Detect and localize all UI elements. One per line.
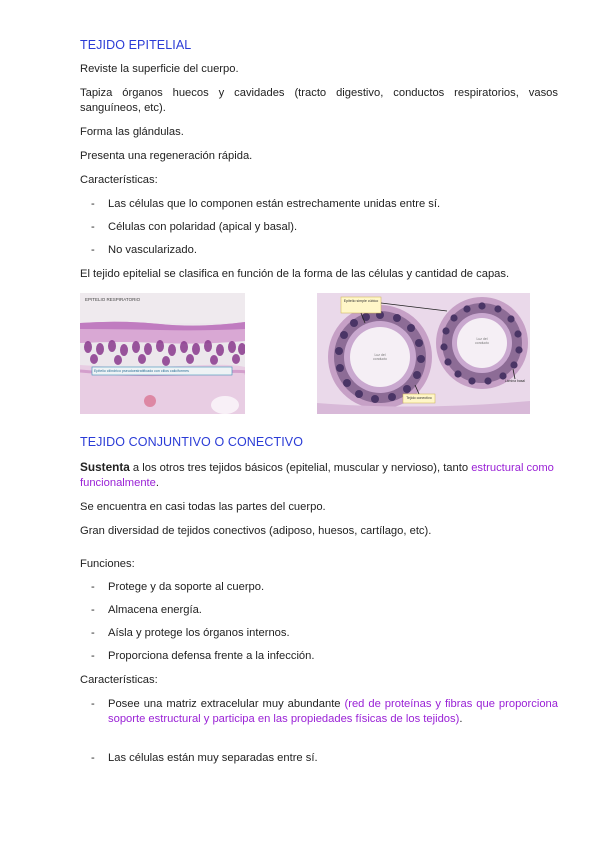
figure-label: Luz del conducto <box>475 337 489 345</box>
list-item-text-part: Posee una matriz extracelular muy abundante <box>108 698 345 710</box>
paragraph: Gran diversidad de tejidos conectivos (adiposo, huesos, cartílago, etc). <box>80 525 432 537</box>
bullet-dash: - <box>91 198 95 210</box>
bullet-dash: - <box>91 244 95 256</box>
paragraph: Forma las glándulas. <box>80 126 184 138</box>
bullet-dash: - <box>91 604 95 616</box>
figure-label: Luz del conducto <box>373 353 387 361</box>
bullet-dash: - <box>91 752 95 764</box>
section-title-epitelial: TEJIDO EPITELIAL <box>80 38 192 52</box>
paragraph: Presenta una regeneración rápida. <box>80 150 253 162</box>
list-item-text <box>108 697 558 727</box>
list-item-text-part: . <box>459 713 463 725</box>
figure-label: Tejido conectivo <box>406 396 432 400</box>
figure-label: Lámina basal <box>504 379 526 383</box>
highlight-text: (red de proteínas y fibras que proporciona soporte estructural y participa en las propiedades físicas de los tejidos) <box>108 698 558 725</box>
micrograph-simple-cuboidal-epithelium <box>317 293 530 414</box>
list-item-text: Células con polaridad (apical y basal). <box>108 221 298 233</box>
paragraph: Reviste la superficie del cuerpo. <box>80 63 239 75</box>
paragraph-text: . <box>155 477 159 489</box>
section-title-conjuntivo: TEJIDO CONJUNTIVO O CONECTIVO <box>80 435 304 449</box>
list-item-text: Las células que lo componen están estrechamente unidas entre sí. <box>108 198 441 210</box>
list-heading: Características: <box>80 674 158 686</box>
bullet-dash: - <box>91 581 95 593</box>
highlight-text: estructural como funcionalmente <box>80 462 554 489</box>
list-item-text: Aísla y protege los órganos internos. <box>108 627 290 639</box>
list-item-text: Las células están muy separadas entre sí. <box>108 752 318 764</box>
bullet-dash: - <box>91 698 95 710</box>
emphasis-text: Sustenta <box>80 460 130 474</box>
figure-caption: Epitelio cilíndrico pseudoestratificado con cilios caliciformes <box>94 369 189 373</box>
paragraph: Tapiza órganos huecos y cavidades (tracto digestivo, conductos respiratorios, vasos sanguíneos, etc). <box>80 87 558 114</box>
bullet-dash: - <box>91 221 95 233</box>
list-item-text: No vascularizado. <box>108 244 197 256</box>
list-item-text: Almacena energía. <box>108 604 202 616</box>
list-heading: Funciones: <box>80 558 135 570</box>
paragraph: Se encuentra en casi todas las partes del cuerpo. <box>80 501 326 513</box>
micrograph-respiratory-epithelium <box>80 293 245 414</box>
paragraph-intro <box>80 460 558 491</box>
figure-label: Epitelio simple cúbico <box>343 299 379 303</box>
bullet-dash: - <box>91 650 95 662</box>
figure-label: EPITELIO RESPIRATORIO <box>85 297 141 302</box>
paragraph: El tejido epitelial se clasifica en función de la forma de las células y cantidad de capas. <box>80 268 510 280</box>
list-item-text: Proporciona defensa frente a la infección. <box>108 650 315 662</box>
bullet-dash: - <box>91 627 95 639</box>
paragraph-text: a los otros tres tejidos básicos (epitelial, muscular y nervioso), tanto <box>129 462 472 474</box>
list-item-text: Protege y da soporte al cuerpo. <box>108 581 265 593</box>
list-heading: Características: <box>80 174 158 186</box>
